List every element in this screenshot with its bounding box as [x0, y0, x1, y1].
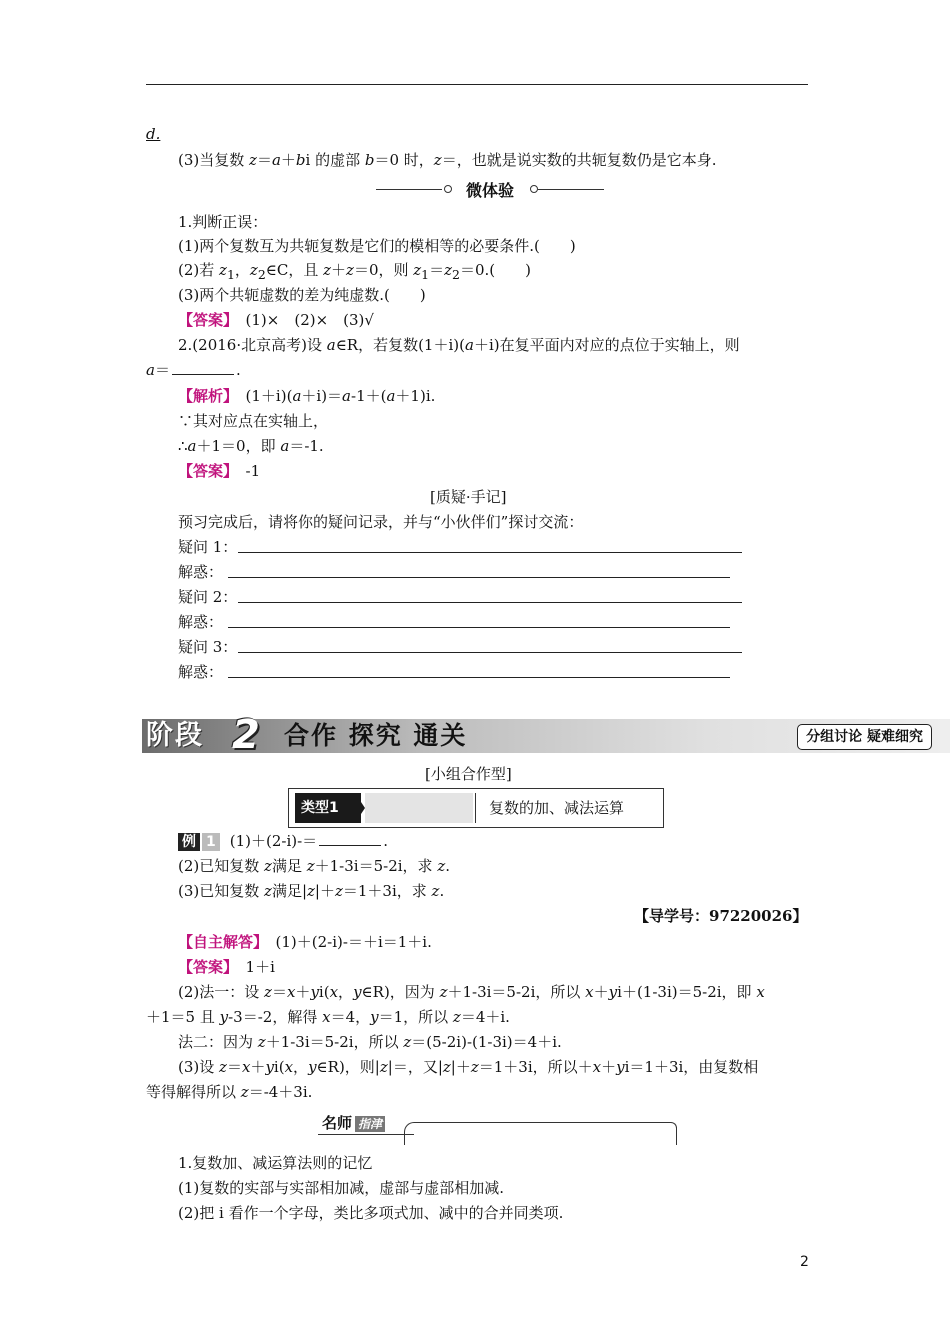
- example-answer-blank[interactable]: [319, 831, 381, 846]
- group-type-title: [小组合作型]: [425, 765, 512, 783]
- note-question-3-label: 疑问 3：: [178, 638, 238, 656]
- example-badge: 例: [178, 833, 200, 851]
- tip-2: (1)复数的实部与实部相加减，虚部与虚部相加减.: [178, 1179, 505, 1197]
- question-1-title: 1.判断正误：: [178, 213, 268, 231]
- conjugate-note-3: (3)当复数 z＝a＋bi 的虚部 b＝0 时，z＝，也就是说实数的共轭复数仍是它本身.: [178, 151, 717, 169]
- stage-title: 合作 探究 通关: [284, 721, 468, 750]
- previous-line-end: d.: [146, 125, 161, 143]
- solution-answer: 【答案】 1＋i: [178, 958, 275, 976]
- solution-part-3-line-2: 等得解得所以 z＝-4＋3i.: [146, 1083, 313, 1101]
- note-answer-3-label: 解惑：: [178, 663, 224, 681]
- solution-method-2: 法二：因为 z＋1-3i＝5-2i，所以 z＝(5-2i)-(1-3i)＝4＋i.: [178, 1033, 562, 1051]
- note-question-1-label: 疑问 1：: [178, 538, 238, 556]
- question-1-item-1: (1)两个复数互为共轭复数是它们的模相等的必要条件.( ): [178, 237, 576, 255]
- solution-part-2-line-1: (2)法一：设 z＝x＋yi(x，y∈R)，因为 z＋1-3i＝5-2i，所以 x＋yi＋(1-3i)＝5-2i，即 x: [178, 983, 765, 1001]
- question-1-answer: 【答案】 (1)× (2)× (3)√: [178, 311, 374, 329]
- teacher-guidance-heading: [318, 1112, 678, 1146]
- example-number: 1: [202, 833, 220, 851]
- note-answer-3-line[interactable]: [228, 677, 730, 678]
- solution-part-1: 【自主解答】 (1)＋(2-i)-＝＋i＝1＋i.: [178, 933, 432, 951]
- type-name: 复数的加、减法运算: [489, 799, 625, 817]
- answer-blank[interactable]: [172, 360, 234, 375]
- example-1-line-1: 例 1 (1)＋(2-i)-＝ .: [178, 831, 388, 851]
- solution-part-3-line-1: (3)设 z＝x＋yi(x，y∈R)，则|z|＝，又|z|＋z＝1＋3i，所以＋x＋yi＝1＋3i，由复数相: [178, 1058, 759, 1076]
- guide-number: 【导学号：97220026】: [634, 907, 808, 925]
- tip-1: 1.复数加、减运算法则的记忆: [178, 1154, 373, 1172]
- solution-part-2-line-2: ＋1＝5 且 y-3＝-2，解得 x＝4，y＝1，所以 z＝4＋i.: [146, 1008, 510, 1026]
- note-question-2-label: 疑问 2：: [178, 588, 238, 606]
- question-2-analysis: 【解析】 (1＋i)(a＋i)＝a-1＋(a＋1)i.: [178, 387, 436, 405]
- example-1-line-3: (3)已知复数 z满足|z|＋z＝1＋3i，求 z.: [178, 882, 445, 900]
- stage-label: 阶段: [146, 720, 204, 751]
- question-2-line-2: a＝ .: [146, 361, 241, 379]
- tip-3: (2)把 i 看作一个字母，类比多项式加、减中的合并同类项.: [178, 1204, 564, 1222]
- page-number: 2: [800, 1254, 809, 1270]
- note-question-2-line[interactable]: [238, 602, 742, 603]
- header-rule: [146, 84, 808, 85]
- example-1-line-2: (2)已知复数 z满足 z＋1-3i＝5-2i，求 z.: [178, 857, 450, 875]
- note-answer-2-line[interactable]: [228, 627, 730, 628]
- arrow-right-icon: [355, 793, 365, 823]
- stage-tag: 分组讨论 疑难细究: [797, 724, 932, 750]
- question-2-step-1: ∵其对应点在实轴上，: [178, 412, 329, 430]
- teacher-small-label: 指津: [355, 1116, 385, 1132]
- question-1-item-2: (2)若 $z_1$，$z_2\in C$，且 z＋z＝0，则 $z_1=z_2=0$.( ): [178, 261, 532, 282]
- question-2-step-2: ∴a＋1＝0，即 a＝-1.: [178, 437, 324, 455]
- question-2-line-1: 2.(2016·北京高考)设 a∈R，若复数(1＋i)(a＋i)在复平面内对应的点位于实轴上，则: [178, 336, 740, 354]
- stage-number: 2: [232, 712, 260, 758]
- teacher-label: 名师: [322, 1114, 353, 1132]
- question-2-answer: 【答案】 -1: [178, 462, 261, 480]
- micro-experience-heading: 微体验: [376, 178, 604, 200]
- note-answer-1-line[interactable]: [228, 577, 730, 578]
- note-question-3-line[interactable]: [238, 652, 742, 653]
- note-answer-1-label: 解惑：: [178, 563, 224, 581]
- note-answer-2-label: 解惑：: [178, 613, 224, 631]
- notes-title: [质疑·手记]: [430, 488, 507, 506]
- stage-2-banner: [142, 713, 950, 757]
- type-1-box: [288, 788, 664, 828]
- type-badge: 类型1: [295, 793, 361, 823]
- question-1-item-3: (3)两个共轭虚数的差为纯虚数.( ): [178, 286, 426, 304]
- note-question-1-line[interactable]: [238, 552, 742, 553]
- notes-intro: 预习完成后，请将你的疑问记录，并与“小伙伴们”探讨交流：: [178, 513, 584, 531]
